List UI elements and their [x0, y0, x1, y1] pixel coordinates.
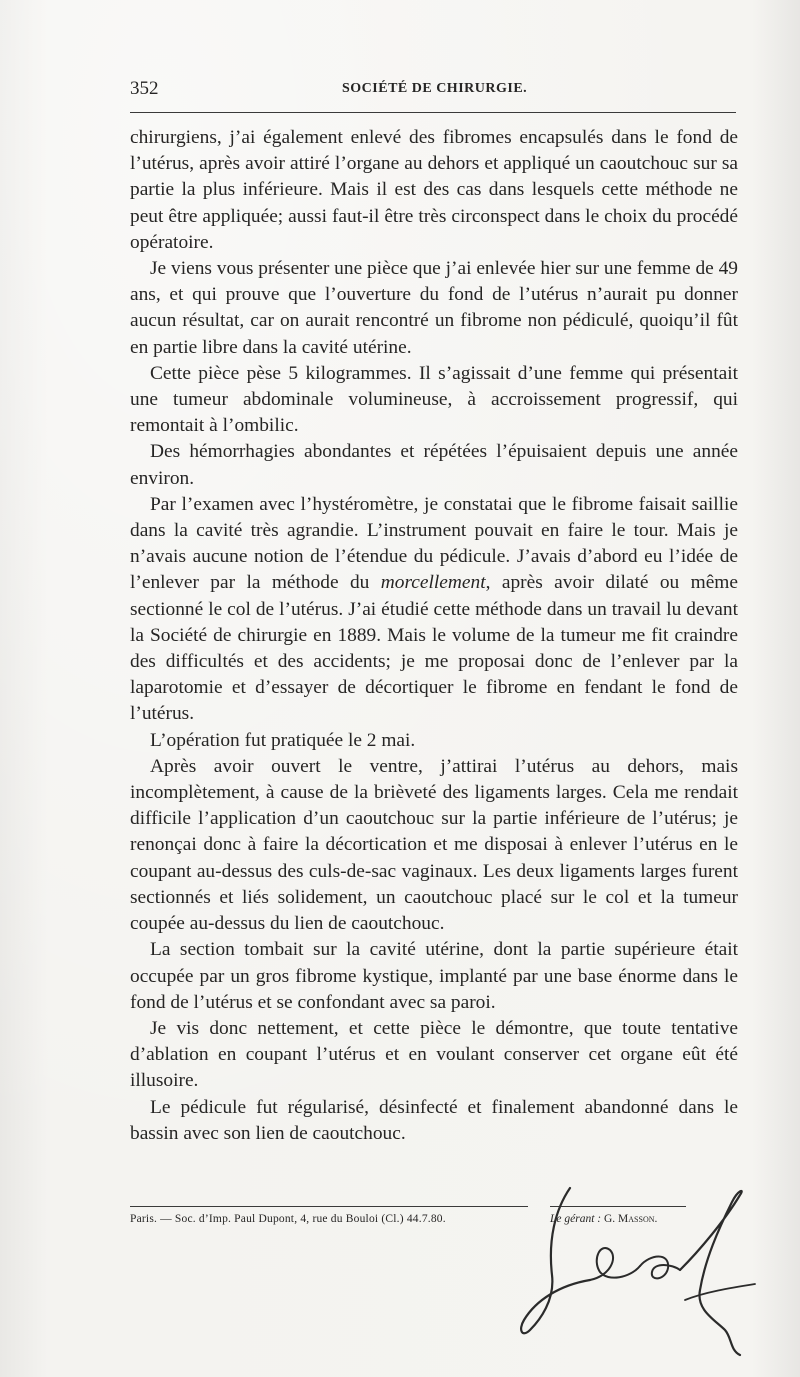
paragraph: Cette pièce pèse 5 kilogrammes. Il s’agissait d’une femme qui présentait une tumeur abdominale volumineuse, à accroissement progressif, qui remontait à l’ombilic. — [130, 362, 738, 437]
italic-term: morcellement — [380, 572, 486, 594]
paragraph: Après avoir ouvert le ventre, j’attirai l’utérus au dehors, mais incomplètement, à cause de la brièveté des ligaments larges. Cela me rendait difficile l’application d’un caoutchouc sur la partie inférieure de l’utérus; je renonçai donc à faire la décortication et me disposai à enlever l’utérus en le coupant au-dessus des culs-de-sac vaginaux. Les deux ligaments larges furent sectionnés et liés solidement, un caoutchouc placé sur le col et la tumeur coupée au-dessus du lien de caoutchouc. — [130, 755, 738, 935]
paragraph — [130, 492, 738, 728]
paragraph: Le pédicule fut régularisé, désinfecté et finalement abandonné dans le bassin avec son lien de caoutchouc. — [130, 1096, 738, 1144]
page-header — [130, 78, 738, 100]
printer-imprint: Paris. — Soc. d’Imp. Paul Dupont, 4, rue du Bouloi (Cl.) 44.7.80. — [130, 1213, 446, 1225]
body-text — [130, 125, 738, 1147]
paragraph: Je viens vous présenter une pièce que j’ai enlevée hier sur une femme de 49 ans, et qui prouve que l’ouverture du fond de l’utérus n’aurait pu donner aucun résultat, car on aurait rencontré un fibrome non pédiculé, quoiqu’il fût en partie libre dans la cavité utérine. — [130, 258, 738, 358]
manager-name: G. Masson. — [603, 1213, 658, 1225]
paragraph: Je vis donc nettement, et cette pièce le démontre, que toute tentative d’ablation en coupant l’utérus et en voulant conserver cet organe eût été illusoire. — [130, 1017, 738, 1092]
manager-label: Le gérant : — [550, 1213, 604, 1225]
paragraph-text: Par l’examen avec l’hystéromètre, je constatai que le fibrome faisait saillie dans la cavité très agrandie. L’instrument pouvait en faire le tour. Mais je n’avais aucune notion de l’étendue du pédicule. J’avais d’abord eu l’idée de l’enlever par la méthode du — [130, 493, 738, 594]
paragraph: Des hémorrhagies abondantes et répétées l’épuisaient depuis une année environ. — [130, 441, 738, 489]
running-title: SOCIÉTÉ DE CHIRURGIE. — [342, 81, 528, 96]
handwritten-signature — [500, 1180, 770, 1370]
page-number: 352 — [130, 78, 159, 99]
paragraph: La section tombait sur la cavité utérine, dont la partie supérieure était occupée par un gros fibrome kystique, implanté par une base énorme dans le fond de l’utérus et se confondant avec sa paroi. — [130, 939, 738, 1013]
paragraph: chirurgiens, j’ai également enlevé des fibromes encapsulés dans le fond de l’utérus, après avoir attiré l’organe au dehors et appliqué un caoutchouc sur sa partie la plus inférieure. Mais il est des cas dans lesquels cette méthode ne peut être appliquée; aussi faut-il être très circonspect dans le choix du procédé opératoire. — [130, 127, 738, 253]
paragraph: L’opération fut pratiquée le 2 mai. — [150, 729, 416, 751]
header-rule — [130, 112, 736, 113]
footer-rule — [130, 1206, 528, 1207]
paragraph-text: , après avoir dilaté ou même sectionné le col de l’utérus. J’ai étudié cette méthode dans un travail lu devant la Société de chirurgie en 1889. Mais le volume de la tumeur me fit craindre des difficultés et des accidents; je me proposai donc de l’enlever par la laparotomie et d’essayer de décortiquer le fibrome en fendant le fond de l’utérus. — [130, 572, 738, 725]
